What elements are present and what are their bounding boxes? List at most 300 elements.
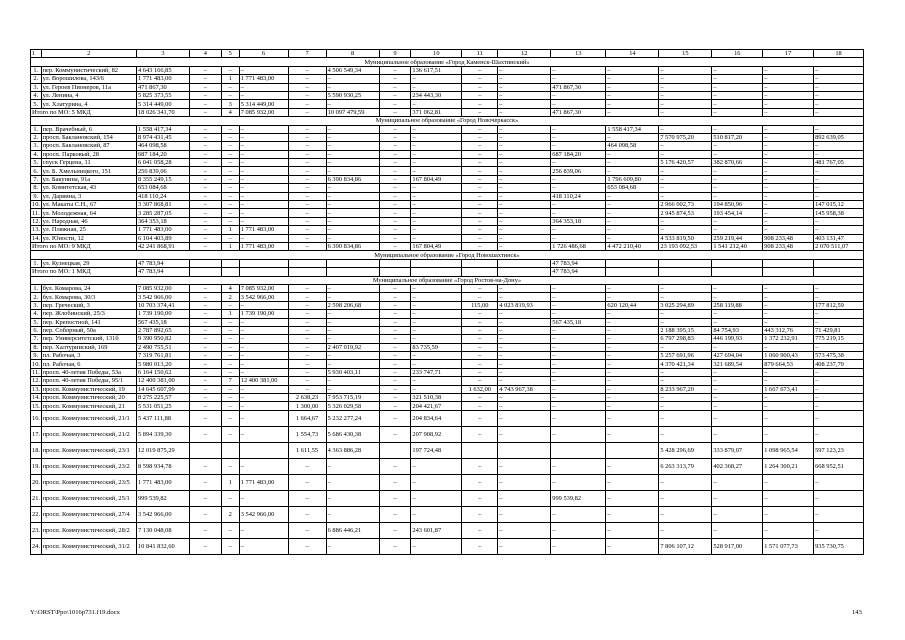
value-cell: – xyxy=(763,426,814,442)
value-cell: – xyxy=(814,343,864,351)
row-number: 3. xyxy=(31,83,42,91)
value-cell: – xyxy=(221,538,239,554)
value-cell: 418 110,24 xyxy=(551,192,606,200)
value-cell: – xyxy=(814,318,864,326)
value-cell: – xyxy=(606,394,659,402)
footer-file-path: Y:\ORST\Ppo\1016p731.f19.docx xyxy=(30,609,120,616)
value-cell: – xyxy=(498,310,551,318)
value-cell: – xyxy=(288,217,326,225)
value-cell: – xyxy=(326,335,379,343)
value-cell: – xyxy=(239,426,288,442)
value-cell: 259 219,44 xyxy=(712,234,763,242)
value-cell: – xyxy=(498,458,551,474)
column-number: 5 xyxy=(221,50,239,58)
value-cell: 403 131,47 xyxy=(814,234,864,242)
value-cell: – xyxy=(288,100,326,108)
value-cell: – xyxy=(189,91,221,99)
value-cell: 12 019 875,29 xyxy=(136,442,189,458)
value-cell: – xyxy=(462,410,498,426)
address-cell: ул. Ленина, 4 xyxy=(41,91,136,99)
value-cell: – xyxy=(606,426,659,442)
row-number: 12. xyxy=(32,218,40,225)
value-cell: – xyxy=(288,192,326,200)
value-cell: – xyxy=(379,192,411,200)
column-number: 14 xyxy=(606,50,659,58)
column-number: 15 xyxy=(659,50,712,58)
value-cell xyxy=(606,259,659,267)
total-row xyxy=(31,108,864,116)
address-cell: просп. Коммунистический, 21/2 xyxy=(41,426,136,442)
value-cell: – xyxy=(712,184,763,192)
value-cell: 1 771 483,00 xyxy=(136,474,189,490)
value-cell: – xyxy=(221,167,239,175)
value-cell: – xyxy=(288,150,326,158)
table-row xyxy=(31,175,864,183)
value-cell: – xyxy=(288,226,326,234)
table-row xyxy=(31,442,864,458)
row-number: 10. xyxy=(32,201,40,209)
value-cell: – xyxy=(659,66,712,74)
total-cell xyxy=(606,268,659,276)
value-cell: – xyxy=(712,377,763,385)
value-cell: – xyxy=(763,522,814,538)
value-cell: 3 307 868,81 xyxy=(136,201,189,209)
value-cell: – xyxy=(326,217,379,225)
value-cell: 3 542 966,00 xyxy=(136,293,189,301)
value-cell: – xyxy=(712,217,763,225)
value-cell: – xyxy=(379,226,411,234)
value-cell: – xyxy=(189,284,221,292)
value-cell: – xyxy=(379,402,411,410)
value-cell: 908 233,48 xyxy=(763,234,814,242)
value-cell: – xyxy=(379,506,411,522)
table-row xyxy=(31,75,864,83)
value-cell: 573 475,38 xyxy=(814,352,864,360)
value-cell: – xyxy=(288,75,326,83)
value-cell: 935 730,75 xyxy=(814,538,864,554)
value-cell: – xyxy=(411,352,462,360)
row-number: 20. xyxy=(31,474,42,490)
value-cell: – xyxy=(712,394,763,402)
value-cell: – xyxy=(189,226,221,234)
total-cell xyxy=(379,268,411,276)
value-cell: 446 199,93 xyxy=(712,335,763,343)
value-cell: – xyxy=(189,385,221,393)
row-number: 5. xyxy=(31,100,42,108)
address-cell: пер. Жлобинский, 25/3 xyxy=(41,310,136,318)
value-cell: – xyxy=(712,75,763,83)
value-cell: – xyxy=(606,133,659,141)
address-cell: пл. Рабочая, 3 xyxy=(41,352,136,360)
value-cell: – xyxy=(498,352,551,360)
value-cell: 2 xyxy=(221,506,239,522)
value-cell: – xyxy=(462,377,498,385)
table-row xyxy=(31,142,864,150)
value-cell: – xyxy=(326,490,379,506)
value-cell: – xyxy=(763,125,814,133)
value-cell: – xyxy=(411,310,462,318)
value-cell xyxy=(462,442,498,458)
row-number: 23. xyxy=(31,522,42,538)
value-cell: – xyxy=(659,426,712,442)
column-number: 13 xyxy=(551,50,606,58)
value-cell: – xyxy=(189,335,221,343)
value-cell: – xyxy=(288,301,326,309)
value-cell: – xyxy=(379,201,411,209)
value-cell: 471 867,30 xyxy=(136,83,189,91)
value-cell: 2 787 892,65 xyxy=(136,326,189,334)
value-cell: – xyxy=(189,293,221,301)
row-number: 8. xyxy=(31,184,42,192)
value-cell: – xyxy=(814,426,864,442)
row-number: 5. xyxy=(31,159,42,167)
table-row xyxy=(31,506,864,522)
value-cell: – xyxy=(763,284,814,292)
value-cell: – xyxy=(189,209,221,217)
value-cell: – xyxy=(189,217,221,225)
value-cell: – xyxy=(606,284,659,292)
value-cell: – xyxy=(411,301,462,309)
table-row xyxy=(31,192,864,200)
value-cell: – xyxy=(411,458,462,474)
value-cell: – xyxy=(239,159,288,167)
value-cell: – xyxy=(498,150,551,158)
value-cell xyxy=(239,259,288,267)
table-row xyxy=(31,426,864,442)
value-cell: 2 966 002,73 xyxy=(659,201,712,209)
value-cell: – xyxy=(288,385,326,393)
value-cell: – xyxy=(606,318,659,326)
value-cell: 1 664,67 xyxy=(288,410,326,426)
value-cell: – xyxy=(411,335,462,343)
value-cell: – xyxy=(498,133,551,141)
value-cell: – xyxy=(814,83,864,91)
value-cell: – xyxy=(712,506,763,522)
value-cell: – xyxy=(763,201,814,209)
section-header-row xyxy=(31,276,864,284)
value-cell: 10 703 374,41 xyxy=(136,301,189,309)
value-cell: – xyxy=(659,506,712,522)
value-cell: – xyxy=(189,100,221,108)
value-cell: 256 839,06 xyxy=(551,167,606,175)
value-cell: – xyxy=(498,66,551,74)
value-cell: – xyxy=(606,192,659,200)
value-cell: – xyxy=(326,83,379,91)
value-cell: – xyxy=(462,201,498,209)
value-cell: 653 084,68 xyxy=(606,184,659,192)
value-cell: – xyxy=(239,368,288,376)
value-cell xyxy=(379,442,411,458)
value-cell: – xyxy=(551,394,606,402)
value-cell: – xyxy=(221,66,239,74)
value-cell: – xyxy=(814,125,864,133)
value-cell xyxy=(221,442,239,458)
value-cell: – xyxy=(221,175,239,183)
value-cell: – xyxy=(606,209,659,217)
value-cell: – xyxy=(814,377,864,385)
value-cell: – xyxy=(379,368,411,376)
value-cell: – xyxy=(239,184,288,192)
value-cell: – xyxy=(498,226,551,234)
value-cell: – xyxy=(551,234,606,242)
total-label: Итого по МО: 1 МКД xyxy=(31,268,137,276)
value-cell: – xyxy=(239,301,288,309)
value-cell: – xyxy=(498,91,551,99)
value-cell: – xyxy=(326,184,379,192)
value-cell: 14 645 607,99 xyxy=(136,385,189,393)
value-cell: – xyxy=(326,326,379,334)
value-cell: 2 638,23 xyxy=(288,394,326,402)
value-cell: – xyxy=(239,352,288,360)
value-cell: – xyxy=(411,360,462,368)
value-cell: 167 804,49 xyxy=(411,175,462,183)
value-cell: – xyxy=(379,125,411,133)
row-number: 7. xyxy=(31,175,42,183)
value-cell: – xyxy=(221,159,239,167)
value-cell: – xyxy=(326,458,379,474)
value-cell: 5 326 029,58 xyxy=(326,402,379,410)
total-cell xyxy=(712,268,763,276)
municipality-title: Муниципальное образование «Город Новочеркасск» xyxy=(31,117,864,125)
row-number: 13. xyxy=(32,226,40,234)
value-cell xyxy=(814,259,864,267)
address-cell: ул. Молодежная, 64 xyxy=(41,209,136,217)
value-cell: – xyxy=(189,175,221,183)
value-cell: – xyxy=(221,192,239,200)
value-cell: – xyxy=(659,522,712,538)
value-cell: – xyxy=(411,377,462,385)
value-cell: 6 263 313,79 xyxy=(659,458,712,474)
value-cell: – xyxy=(659,150,712,158)
value-cell: 5 930 403,11 xyxy=(326,368,379,376)
value-cell: – xyxy=(498,284,551,292)
value-cell: – xyxy=(606,343,659,351)
value-cell: 147 015,12 xyxy=(814,201,864,209)
value-cell: 471 867,30 xyxy=(551,83,606,91)
value-cell: – xyxy=(551,133,606,141)
value-cell: – xyxy=(462,142,498,150)
row-number: 21. xyxy=(31,490,42,506)
total-cell xyxy=(814,268,864,276)
value-cell: 1 060 900,43 xyxy=(763,352,814,360)
table-row xyxy=(31,310,864,318)
value-cell: – xyxy=(712,474,763,490)
value-cell: 7 085 932,00 xyxy=(239,284,288,292)
value-cell: – xyxy=(189,133,221,141)
total-cell: 7 085 932,00 xyxy=(239,108,288,116)
value-cell: – xyxy=(551,522,606,538)
value-cell: – xyxy=(551,506,606,522)
value-cell: 8 233 967,20 xyxy=(659,385,712,393)
value-cell: – xyxy=(814,402,864,410)
value-cell: – xyxy=(411,201,462,209)
value-cell: 5 894 339,30 xyxy=(136,426,189,442)
value-cell: – xyxy=(326,284,379,292)
value-cell: – xyxy=(189,159,221,167)
table-row xyxy=(31,159,864,167)
value-cell: – xyxy=(189,343,221,351)
value-cell: – xyxy=(763,150,814,158)
value-cell: 145 958,38 xyxy=(814,209,864,217)
value-cell: – xyxy=(462,474,498,490)
value-cell: – xyxy=(763,394,814,402)
total-cell: 1 726 486,68 xyxy=(551,242,606,250)
value-cell: 7 xyxy=(221,377,239,385)
value-cell: – xyxy=(326,142,379,150)
value-cell: – xyxy=(498,318,551,326)
table-row xyxy=(31,66,864,74)
value-cell: – xyxy=(411,150,462,158)
table-row xyxy=(31,100,864,108)
value-cell: – xyxy=(189,360,221,368)
value-cell: 464 098,58 xyxy=(136,142,189,150)
table-row xyxy=(31,522,864,538)
total-cell: – xyxy=(379,242,411,250)
value-cell: – xyxy=(814,474,864,490)
row-number: 6. xyxy=(31,167,42,175)
value-cell: – xyxy=(712,490,763,506)
value-cell: – xyxy=(551,458,606,474)
section-header-row xyxy=(31,58,864,66)
value-cell: – xyxy=(462,209,498,217)
row-number: 11. xyxy=(32,209,40,217)
column-number: 3 xyxy=(136,50,189,58)
total-row xyxy=(31,268,864,276)
address-cell: ул. Хлатурина, 4 xyxy=(41,100,136,108)
value-cell: – xyxy=(326,318,379,326)
value-cell: – xyxy=(763,83,814,91)
value-cell: 194 850,96 xyxy=(712,201,763,209)
value-cell: – xyxy=(411,217,462,225)
value-cell: – xyxy=(659,100,712,108)
table-row xyxy=(31,402,864,410)
value-cell: – xyxy=(221,385,239,393)
value-cell: – xyxy=(814,75,864,83)
column-number: 17 xyxy=(763,50,814,58)
value-cell: – xyxy=(462,490,498,506)
value-cell: – xyxy=(379,100,411,108)
value-cell: 5 980 013,20 xyxy=(136,360,189,368)
value-cell: – xyxy=(326,310,379,318)
value-cell: – xyxy=(606,217,659,225)
column-number: 1 xyxy=(31,50,42,58)
value-cell: – xyxy=(659,343,712,351)
value-cell: – xyxy=(462,360,498,368)
value-cell: – xyxy=(379,133,411,141)
value-cell: – xyxy=(551,142,606,150)
value-cell: – xyxy=(462,318,498,326)
value-cell: – xyxy=(763,410,814,426)
value-cell: – xyxy=(288,360,326,368)
footer-page-number: 143 xyxy=(852,609,862,616)
value-cell: 8 598 934,78 xyxy=(136,458,189,474)
value-cell: – xyxy=(411,226,462,234)
value-cell: – xyxy=(221,201,239,209)
value-cell: 71 429,81 xyxy=(814,326,864,334)
row-number: 24. xyxy=(31,538,42,554)
value-cell xyxy=(239,442,288,458)
total-cell: – xyxy=(189,242,221,250)
value-cell: – xyxy=(221,490,239,506)
value-cell: – xyxy=(763,226,814,234)
value-cell: – xyxy=(763,217,814,225)
address-cell: спуск Герцена, 11 xyxy=(41,159,136,167)
value-cell: – xyxy=(712,284,763,292)
value-cell: 4 643 166,85 xyxy=(136,66,189,74)
address-cell: ул. Дарвина, 3 xyxy=(41,192,136,200)
value-cell: – xyxy=(498,234,551,242)
value-cell: 687 184,20 xyxy=(136,150,189,158)
value-cell: – xyxy=(606,159,659,167)
table-row xyxy=(31,83,864,91)
value-cell: – xyxy=(498,335,551,343)
value-cell: – xyxy=(551,410,606,426)
value-cell: 402 368,27 xyxy=(712,458,763,474)
value-cell: – xyxy=(814,217,864,225)
value-cell: – xyxy=(498,368,551,376)
value-cell xyxy=(379,259,411,267)
value-cell: 1 264 300,21 xyxy=(763,458,814,474)
value-cell: – xyxy=(411,83,462,91)
value-cell: 177 812,59 xyxy=(814,301,864,309)
value-cell: – xyxy=(498,293,551,301)
value-cell: – xyxy=(379,66,411,74)
value-cell: 1 771 483,00 xyxy=(136,226,189,234)
value-cell: – xyxy=(763,310,814,318)
value-cell: 5 257 691,96 xyxy=(659,352,712,360)
value-cell: – xyxy=(814,410,864,426)
address-cell: пер. Соборный, 50а xyxy=(41,326,136,334)
value-cell: – xyxy=(498,175,551,183)
value-cell: – xyxy=(239,335,288,343)
value-cell xyxy=(659,259,712,267)
row-number: 10. xyxy=(32,360,40,368)
value-cell: – xyxy=(379,310,411,318)
total-cell: 1 xyxy=(221,242,239,250)
value-cell: – xyxy=(379,234,411,242)
total-cell xyxy=(189,268,221,276)
value-cell: – xyxy=(221,522,239,538)
value-cell: – xyxy=(551,184,606,192)
value-cell: – xyxy=(189,125,221,133)
value-cell: 5 686 430,38 xyxy=(326,426,379,442)
value-cell: – xyxy=(411,100,462,108)
value-cell: – xyxy=(814,490,864,506)
value-cell: – xyxy=(411,125,462,133)
table-row xyxy=(31,360,864,368)
value-cell: – xyxy=(239,192,288,200)
address-cell: ул. Ворошилова, 143/6 xyxy=(41,75,136,83)
address-cell: ул. Народная, 46 xyxy=(41,217,136,225)
table-row xyxy=(31,201,864,209)
value-cell: – xyxy=(814,167,864,175)
row-number: 2. xyxy=(31,293,42,301)
value-cell: – xyxy=(551,360,606,368)
column-number: 12 xyxy=(498,50,551,58)
value-cell: 5 176 420,57 xyxy=(659,159,712,167)
address-cell: ул. Макаты С.Н., 67 xyxy=(41,201,136,209)
table-row xyxy=(31,301,864,309)
value-cell: 258 119,88 xyxy=(712,301,763,309)
value-cell: – xyxy=(814,385,864,393)
value-cell: – xyxy=(288,326,326,334)
total-cell: – xyxy=(379,108,411,116)
value-cell: – xyxy=(551,343,606,351)
total-cell: – xyxy=(659,108,712,116)
value-cell: – xyxy=(239,66,288,74)
value-cell: – xyxy=(498,167,551,175)
table-row xyxy=(31,458,864,474)
